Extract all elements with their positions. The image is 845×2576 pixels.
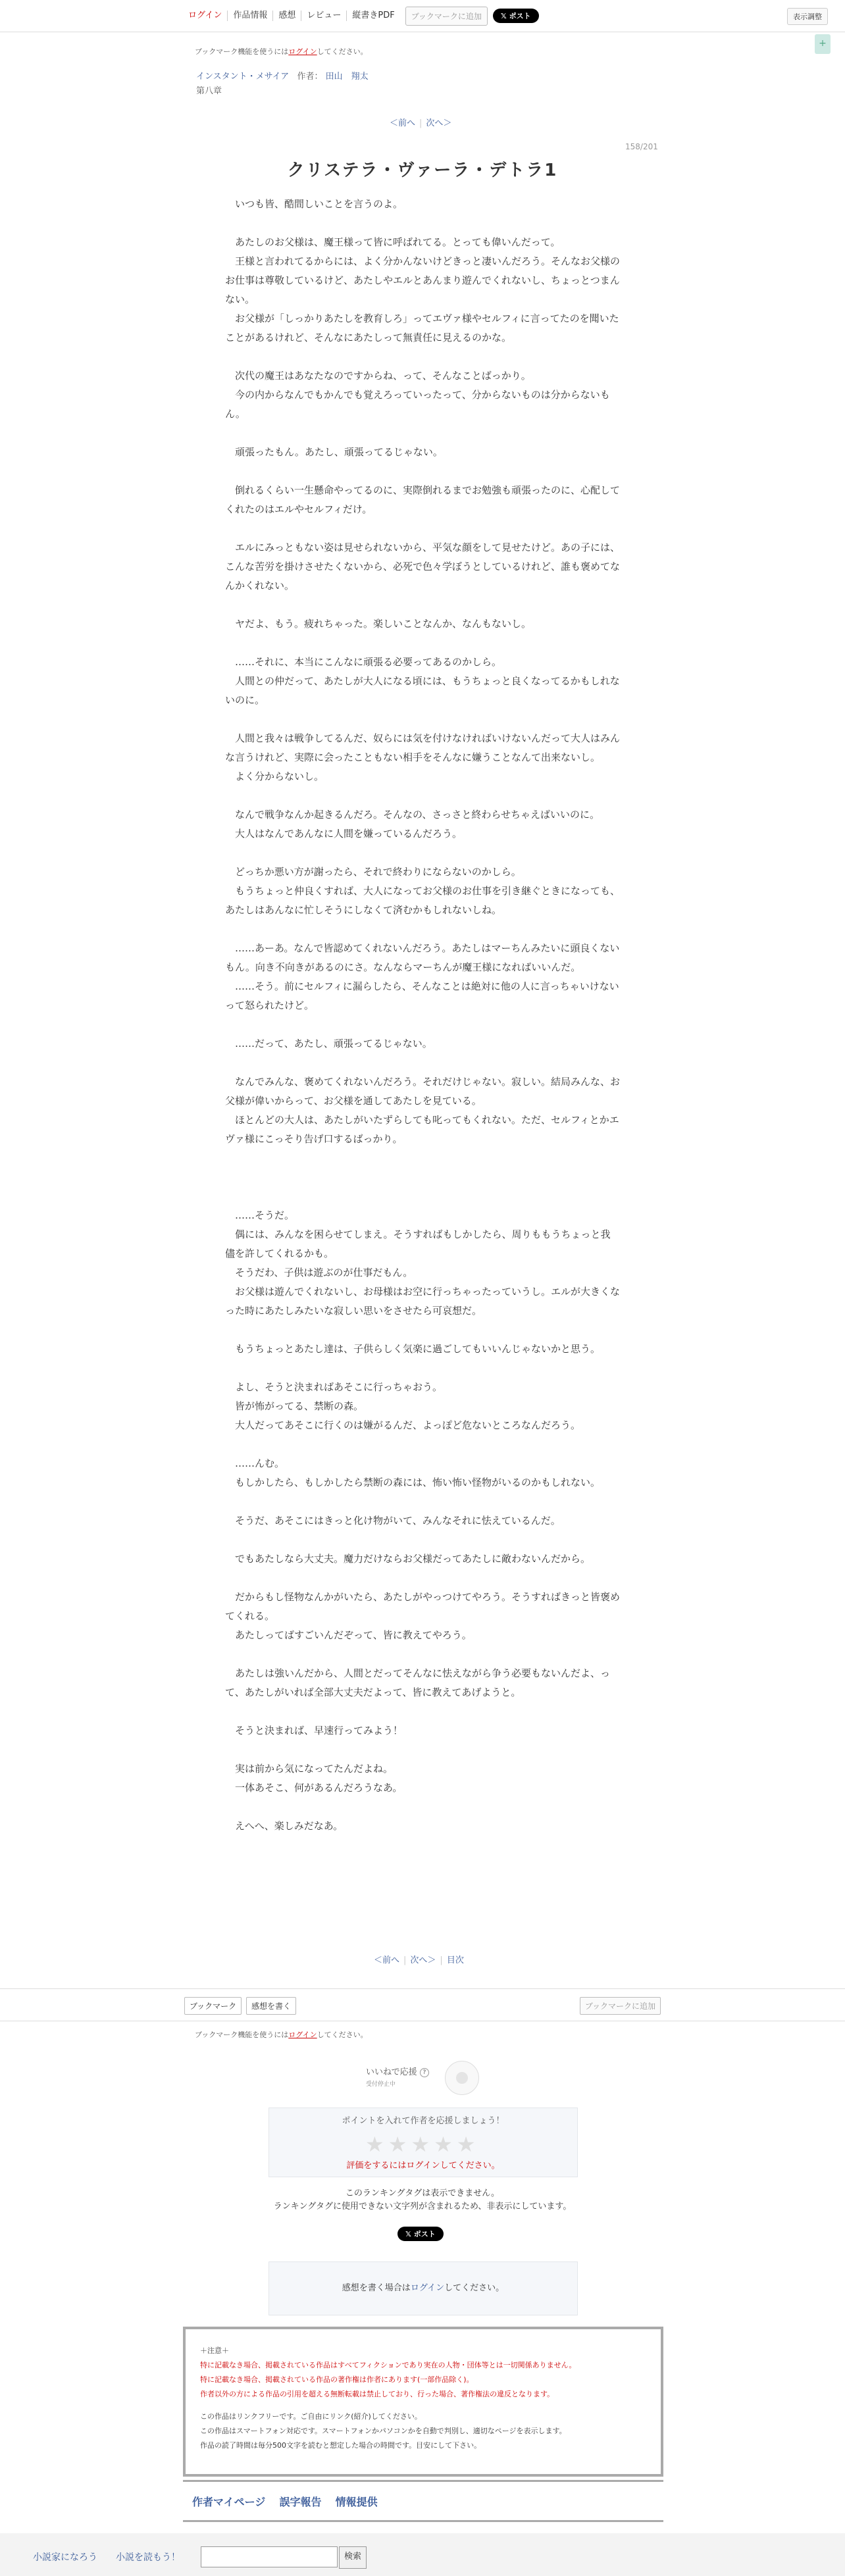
body-paragraph: ……んむ。 — [225, 1457, 285, 1469]
body-paragraph — [225, 595, 620, 615]
login-link[interactable]: ログイン — [183, 11, 228, 21]
body-paragraph: 実は前から気になってたんだよね。 — [225, 1763, 394, 1775]
body-paragraph: そうと決まれば、早速行ってみよう！ — [225, 1725, 403, 1736]
iine-label — [366, 2065, 429, 2077]
body-paragraph: 頑張ったもん。あたし、頑張ってるじゃない。 — [225, 446, 443, 458]
novel-body — [225, 195, 620, 1836]
body-paragraph — [225, 710, 620, 729]
body-paragraph: もうちょっとあたし達は、子供らしく気楽に過ごしてもいいんじゃないかと思う。 — [225, 1343, 601, 1355]
ranking-tag-line1: このランキングタグは表示できません。 — [345, 2188, 500, 2198]
body-paragraph: もうちょっと仲良くすれば、大人になってお父様のお仕事を引き継ぐときになっても、あたしはあんなに忙しそうにしなくて済むかもしれないしね。 — [225, 885, 621, 916]
body-paragraph: あたしのお父様は、魔王様って皆に呼ばれてる。とっても偉いんだって。 — [225, 236, 561, 248]
bottom-bar — [0, 1988, 845, 2021]
body-paragraph — [225, 1187, 620, 1206]
body-paragraph — [225, 1168, 620, 1187]
prev-link[interactable]: ＜前へ — [390, 118, 416, 128]
caution-heading: ＋注意＋ — [200, 2346, 229, 2355]
body-paragraph: 一体あそこ、何があるんだろうなあ。 — [225, 1782, 403, 1794]
body-paragraph: 人間との仲だって、あたしが大人になる頃には、もうちょっと良くなってるかもしれないのに。 — [225, 675, 620, 706]
top-bar — [0, 0, 845, 32]
author-link[interactable]: 田山 翔太 — [325, 72, 369, 82]
body-paragraph — [225, 1321, 620, 1340]
body-paragraph: ……そうだ。 — [225, 1209, 295, 1221]
body-paragraph — [225, 1053, 620, 1073]
body-paragraph: 人間と我々は戦争してるんだ、奴らには気を付けなければいけないんだって大人はみんな言うけれど、実際に会ったこともない相手をそんなに嫌うことなんて出来ないし。 — [225, 732, 621, 763]
body-paragraph: あたしってばすごいんだぞって、皆に教えてやろう。 — [225, 1629, 472, 1641]
bookmark-login-note-bottom — [195, 2029, 368, 2040]
bookmark-note-login-link[interactable]: ログイン — [288, 47, 317, 56]
body-paragraph — [225, 1149, 620, 1168]
prev-link-bottom[interactable]: ＜前へ — [374, 1956, 400, 1965]
body-paragraph: 倒れるくらい一生懸命やってるのに、実際倒れるまでお勉強も頑張ったのに、心配してくれたのはエルやセルフィだけ。 — [225, 484, 621, 515]
body-paragraph — [225, 462, 620, 481]
ranking-tag-line2: ランキングタグに使用できない文字列が含まれるため、非表示にしています。 — [273, 2202, 572, 2211]
info-provide-link[interactable]: 情報提供 — [335, 2496, 378, 2508]
body-paragraph — [225, 1530, 620, 1550]
iine-text: いいねで応援 — [366, 2067, 417, 2077]
body-paragraph: エルにみっともない姿は見せられないから、平気な顔をして見せたけど。あの子には、こんな苦労を掛けさせたくないから、必死で色々学ぼうとしているけれど、誰も褒めてなんかくれない。 — [225, 542, 621, 592]
bookmark-add-button[interactable]: ブックマークに追加 — [405, 7, 488, 26]
body-paragraph: もしかしたら、もしかしたら禁断の森には、怖い怖い怪物がいるのかもしれない。 — [225, 1477, 601, 1488]
typo-report-link[interactable]: 誤字報告 — [279, 2496, 322, 2508]
body-paragraph — [225, 1702, 620, 1721]
body-paragraph: ……あーあ。なんで皆認めてくれないんだろう。あたしはマーちんみたいに頭良くないもん。向き不向きがあるのにさ。なんならマーちんが魔王様になればいいんだ。 — [225, 942, 620, 973]
caution-red-1: 特に記載なき場合、掲載されている作品はすべてフィクションであり実在の人物・団体等とは一切関係ありません。 — [200, 2361, 576, 2369]
bookmark-note-pre-bottom: ブックマーク機能を使うには — [195, 2031, 289, 2039]
review-note-post: してください。 — [444, 2283, 505, 2293]
bookmark-note-pre: ブックマーク機能を使うには — [195, 47, 289, 56]
body-paragraph — [225, 1435, 620, 1454]
body-paragraph — [225, 519, 620, 538]
body-paragraph — [225, 1015, 620, 1034]
ranking-tag-note — [225, 2187, 620, 2213]
caution-gray-2: この作品はスマートフォン対応です。スマートフォンかパソコンかを自動で判別し、適切なページを表示します。 — [200, 2427, 567, 2435]
series-title-link[interactable]: インスタント・メサイア — [196, 72, 290, 82]
body-paragraph: なんで戦争なんか起きるんだろ。そんなの、さっさと終わらせちゃえばいいのに。 — [225, 809, 600, 821]
body-paragraph: 王様と言われてるからには、よく分かんないけどきっと凄いんだろう。そんなお父様のお仕事は尊敬しているけど、あたしやエルとあんまり遊んでくれないし、ちょっとつまんない。 — [225, 255, 621, 305]
x-post-button[interactable]: 𝕏 ポスト — [493, 9, 539, 23]
body-paragraph: なんでみんな、褒めてくれないんだろう。それだけじゃない。寂しい。結局みんな、お父様が偉いからって、お父様を通してあたしを見ている。 — [225, 1076, 621, 1107]
body-paragraph — [225, 1492, 620, 1511]
caution-gray-1: この作品はリンクフリーです。ご自由にリンク(紹介)してください。 — [200, 2412, 422, 2421]
next-link[interactable]: 次へ＞ — [426, 118, 452, 128]
body-paragraph — [225, 920, 620, 939]
x-post-button-bottom[interactable]: 𝕏 ポスト — [397, 2227, 444, 2241]
caution-gray-3: 作品の読了時間は毎分500文字を読むと想定した場合の時間です。目安にして下さい。 — [200, 2441, 482, 2450]
site-footer — [0, 2533, 845, 2576]
bookmark-login-note — [195, 46, 368, 57]
review-box — [269, 2261, 578, 2315]
narou-link[interactable]: 小説家になろう — [33, 2552, 97, 2563]
body-paragraph: 大人だってあそこに行くのは嫌がるんだ、よっぽど危ないところなんだろう。 — [225, 1419, 581, 1431]
top-pager: ＜前へ | 次へ＞ — [390, 118, 452, 128]
points-box — [269, 2108, 578, 2177]
page-count: 158/201 — [625, 142, 658, 151]
impressions-link[interactable]: 感想 — [273, 11, 301, 21]
body-paragraph — [225, 1645, 620, 1664]
body-paragraph — [225, 1798, 620, 1817]
body-paragraph — [225, 214, 620, 233]
body-paragraph — [225, 634, 620, 653]
body-paragraph — [225, 1740, 620, 1759]
body-paragraph: よく分からないし。 — [225, 770, 324, 782]
top-nav — [183, 7, 539, 25]
write-review-tab[interactable]: 感想を書く — [246, 1997, 296, 2015]
body-paragraph: お父様は遊んでくれないし、お母様はお空に行っちゃったっていうし。エルが大きくなった時にあたしみたいな寂しい思いをさせたら可哀想だ。 — [225, 1286, 621, 1317]
body-paragraph: だからもし怪物なんかがいたら、あたしがやっつけてやろう。そうすればきっと皆褒めてくれる。 — [225, 1591, 621, 1622]
bookmark-tab[interactable]: ブックマーク — [184, 1997, 242, 2015]
review-login-link[interactable]: ログイン — [410, 2283, 445, 2293]
body-paragraph — [225, 424, 620, 443]
next-link-bottom[interactable]: 次へ＞ — [410, 1956, 436, 1965]
body-paragraph — [225, 347, 620, 366]
vertical-pdf-link[interactable]: 縦書きPDF — [352, 11, 395, 20]
display-settings-button[interactable]: 表示調整 — [787, 8, 828, 25]
review-link[interactable]: レビュー — [301, 11, 347, 21]
help-icon[interactable]: ? — [420, 2068, 429, 2077]
series-info — [196, 69, 369, 82]
like-icon — [456, 2072, 468, 2084]
points-login-note[interactable]: 評価をするにはログインしてください。 — [346, 2161, 500, 2171]
body-paragraph — [225, 786, 620, 805]
body-paragraph: ヤだよ、もう。疲れちゃった。楽しいことなんか、なんもないし。 — [225, 618, 532, 630]
body-paragraph: そうだ、あそこにはきっと化け物がいて、みんなそれに怯えているんだ。 — [225, 1515, 561, 1527]
body-paragraph: ほとんどの大人は、あたしがいたずらしても叱ってもくれない。ただ、セルフィとかエヴァ様にこっそり告げ口するばっかり。 — [225, 1114, 619, 1145]
bookmark-note-post: してください。 — [317, 47, 368, 56]
body-paragraph: あたしは強いんだから、人間とだってそんなに怯えながら争う必要もないんだよ、って、あたしがいれば全部大丈夫だよって、皆に教えてあげようと。 — [225, 1667, 611, 1698]
body-paragraph: ……そう。前にセルフィに漏らしたら、そんなことは絶対に他の人に言っちゃいけないって怒られたけど。 — [225, 980, 619, 1011]
caution-red-3: 作者以外の方による作品の引用を超える無断転載は禁止しており、行った場合、著作権法の違反となります。 — [200, 2390, 555, 2398]
body-paragraph: どっちか悪い方が謝ったら、それで終わりにならないのかしら。 — [225, 866, 521, 878]
body-paragraph: 皆が怖がってる、禁断の森。 — [225, 1400, 364, 1412]
footer-links — [183, 2480, 663, 2522]
bookmark-note-login-link-bottom[interactable]: ログイン — [288, 2031, 317, 2039]
caution-red-2: 特に記載なき場合、掲載されている作品の著作権は作者にあります(一部作品除く)。 — [200, 2375, 474, 2384]
body-paragraph: そうだわ、子供は遊ぶのが仕事だもん。 — [225, 1267, 413, 1278]
rating-stars[interactable]: ★★★★★ — [365, 2132, 480, 2157]
body-paragraph — [225, 1569, 620, 1588]
search-input[interactable] — [201, 2546, 338, 2567]
body-paragraph: 今の内からなんでもかんでも覚えろっていったって、分からないものは分からないもん。 — [225, 389, 610, 420]
body-paragraph: でもあたしなら大丈夫。魔力だけならお父様だってあたしに敵わないんだから。 — [225, 1553, 591, 1565]
author-label: 作者： — [297, 72, 323, 82]
body-paragraph: 大人はなんであんなに人間を嫌っているんだろう。 — [225, 828, 463, 840]
chapter-title: クリステラ・ヴァーラ・デトラ1 — [287, 161, 558, 180]
body-paragraph: えへへ、楽しみだなあ。 — [225, 1820, 344, 1832]
search-button[interactable]: 検索 — [339, 2546, 367, 2569]
bottom-pager: ＜前へ | 次へ＞ | 目次 — [374, 1956, 464, 1965]
yomou-link[interactable]: 小説を読もう！ — [116, 2552, 180, 2563]
chapter-label: 第八章 — [196, 86, 222, 96]
plus-icon[interactable]: + — [815, 34, 831, 54]
body-paragraph: お父様が「しっかりあたしを教育しろ」ってエヴァ様やセルフィに言ってたのを聞いたことがあるけれど、そんなにあたしって無責任に見えるのかな。 — [225, 313, 619, 343]
body-paragraph: いつも皆、酷間しいことを言うのよ。 — [225, 198, 403, 210]
body-paragraph — [225, 1359, 620, 1378]
body-paragraph: よし、そうと決まればあそこに行っちゃおう。 — [225, 1381, 443, 1393]
bookmark-add-button-bottom[interactable]: ブックマークに追加 — [580, 1997, 661, 2015]
review-note-pre: 感想を書く場合は — [342, 2283, 411, 2293]
body-paragraph: ……だって、あたし、頑張ってるじゃない。 — [225, 1038, 432, 1049]
iine-button[interactable] — [445, 2061, 479, 2095]
work-info-link[interactable]: 作品情報 — [228, 11, 273, 21]
points-prompt: ポイントを入れて作者を応援しましょう！ — [342, 2116, 505, 2126]
body-paragraph — [225, 844, 620, 863]
author-mypage-link[interactable]: 作者マイページ — [192, 2496, 266, 2508]
body-paragraph: 次代の魔王はあなたなのですからね、って、そんなことばっかり。 — [225, 370, 531, 382]
body-paragraph: ……それに、本当にこんなに頑張る必要ってあるのかしら。 — [225, 656, 502, 668]
bookmark-note-post-bottom: してください。 — [317, 2031, 368, 2039]
toc-link[interactable]: 目次 — [446, 1956, 464, 1965]
iine-sub: 受付停止中 — [366, 2081, 396, 2088]
body-paragraph: 偶には、みんなを困らせてしまえ。そうすればもしかしたら、周りももうちょっと我儘を許してくれるかも。 — [225, 1228, 611, 1259]
caution-box — [183, 2327, 663, 2477]
